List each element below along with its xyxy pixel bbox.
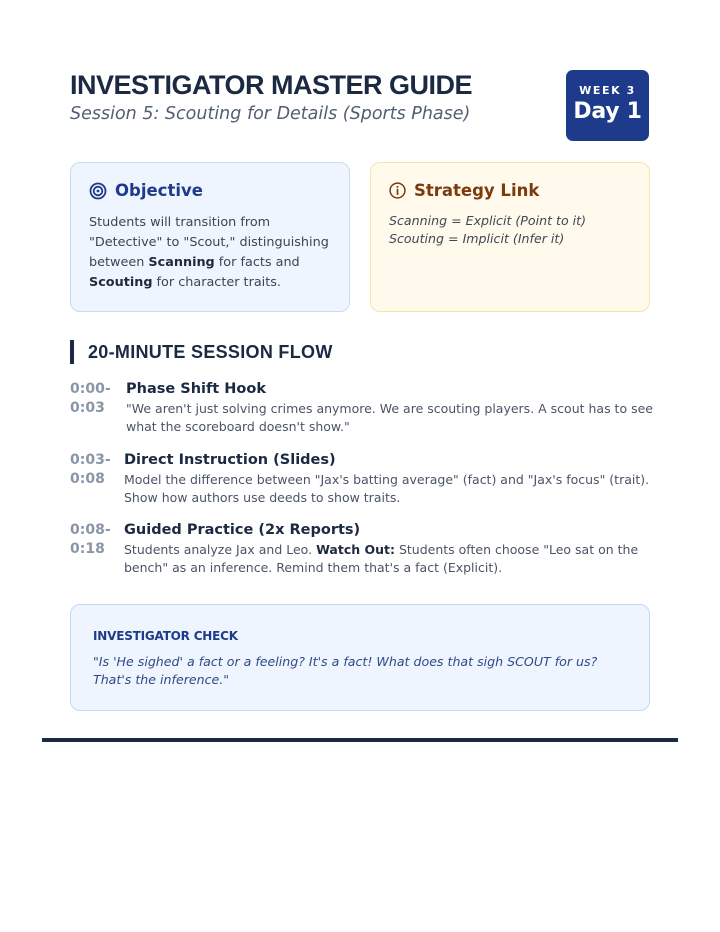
objective-term-scouting: Scouting [89, 275, 153, 290]
investigator-check-box [70, 604, 650, 711]
flow-title: Phase Shift Hook [126, 381, 266, 397]
page-subtitle: Session 5: Scouting for Details (Sports Phase) [70, 104, 471, 124]
strategy-header [389, 181, 631, 200]
flow-time-end: 0:03 [70, 400, 105, 416]
strategy-card [370, 162, 650, 312]
page-title: INVESTIGATOR MASTER GUIDE [70, 70, 473, 100]
objective-card [70, 162, 350, 312]
flow-body [124, 451, 660, 507]
bottom-divider [42, 738, 678, 742]
flow-item [70, 380, 660, 436]
flow-desc-part: Students often choose "Leo sat on the bench" as an inference. Remind them that's a fact (Explicit). [124, 542, 639, 575]
check-quote: "Is 'He sighed' a fact or a feeling? It's a fact! What does that sigh SCOUT for us? That's the inference." [93, 654, 598, 687]
session-flow-heading: 20-MINUTE SESSION FLOW [70, 340, 333, 364]
target-icon [89, 182, 107, 200]
check-heading: INVESTIGATOR CHECK [93, 629, 238, 643]
week-day-badge [566, 70, 649, 141]
flow-time [70, 380, 111, 418]
flow-time-end: 0:18 [70, 541, 105, 557]
info-circle-icon [389, 182, 406, 199]
objective-text-part: Students will transition from "Detective" to "Scout," distinguishing between [89, 215, 329, 270]
objective-text-part: for character traits. [152, 275, 281, 290]
flow-item [70, 451, 660, 507]
objective-header [89, 181, 331, 200]
flow-time [70, 451, 111, 489]
flow-body [124, 521, 660, 577]
objective-text [89, 213, 331, 293]
flow-time-end: 0:08 [70, 471, 105, 487]
flow-time-start: 0:00- [70, 381, 111, 397]
flow-desc: Model the difference between "Jax's batting average" (fact) and "Jax's focus" (trait). Show how authors use deeds to show traits. [124, 472, 650, 505]
objective-text-part: for facts and [214, 255, 300, 270]
flow-title: Direct Instruction (Slides) [124, 452, 336, 468]
flow-desc [124, 541, 660, 577]
strategy-line: Scanning = Explicit (Point to it) [389, 213, 587, 228]
strategy-heading: Strategy Link [414, 181, 540, 200]
flow-desc: "We aren't just solving crimes anymore. We are scouting players. A scout has to see what the scoreboard doesn't show." [126, 401, 653, 434]
week-label: WEEK 3 [579, 84, 636, 97]
flow-time [70, 521, 111, 559]
flow-item [70, 521, 660, 579]
strategy-line: Scouting = Implicit (Infer it) [389, 231, 565, 246]
strategy-lines [389, 212, 631, 248]
objective-heading: Objective [115, 181, 203, 200]
watch-out-label: Watch Out: [316, 542, 395, 557]
flow-body [126, 380, 660, 436]
day-label: Day 1 [573, 99, 642, 124]
flow-title: Guided Practice (2x Reports) [124, 522, 361, 538]
flow-desc-part: Students analyze Jax and Leo. [124, 542, 317, 557]
flow-time-start: 0:08- [70, 522, 111, 538]
objective-term-scanning: Scanning [148, 255, 215, 270]
flow-time-start: 0:03- [70, 452, 111, 468]
